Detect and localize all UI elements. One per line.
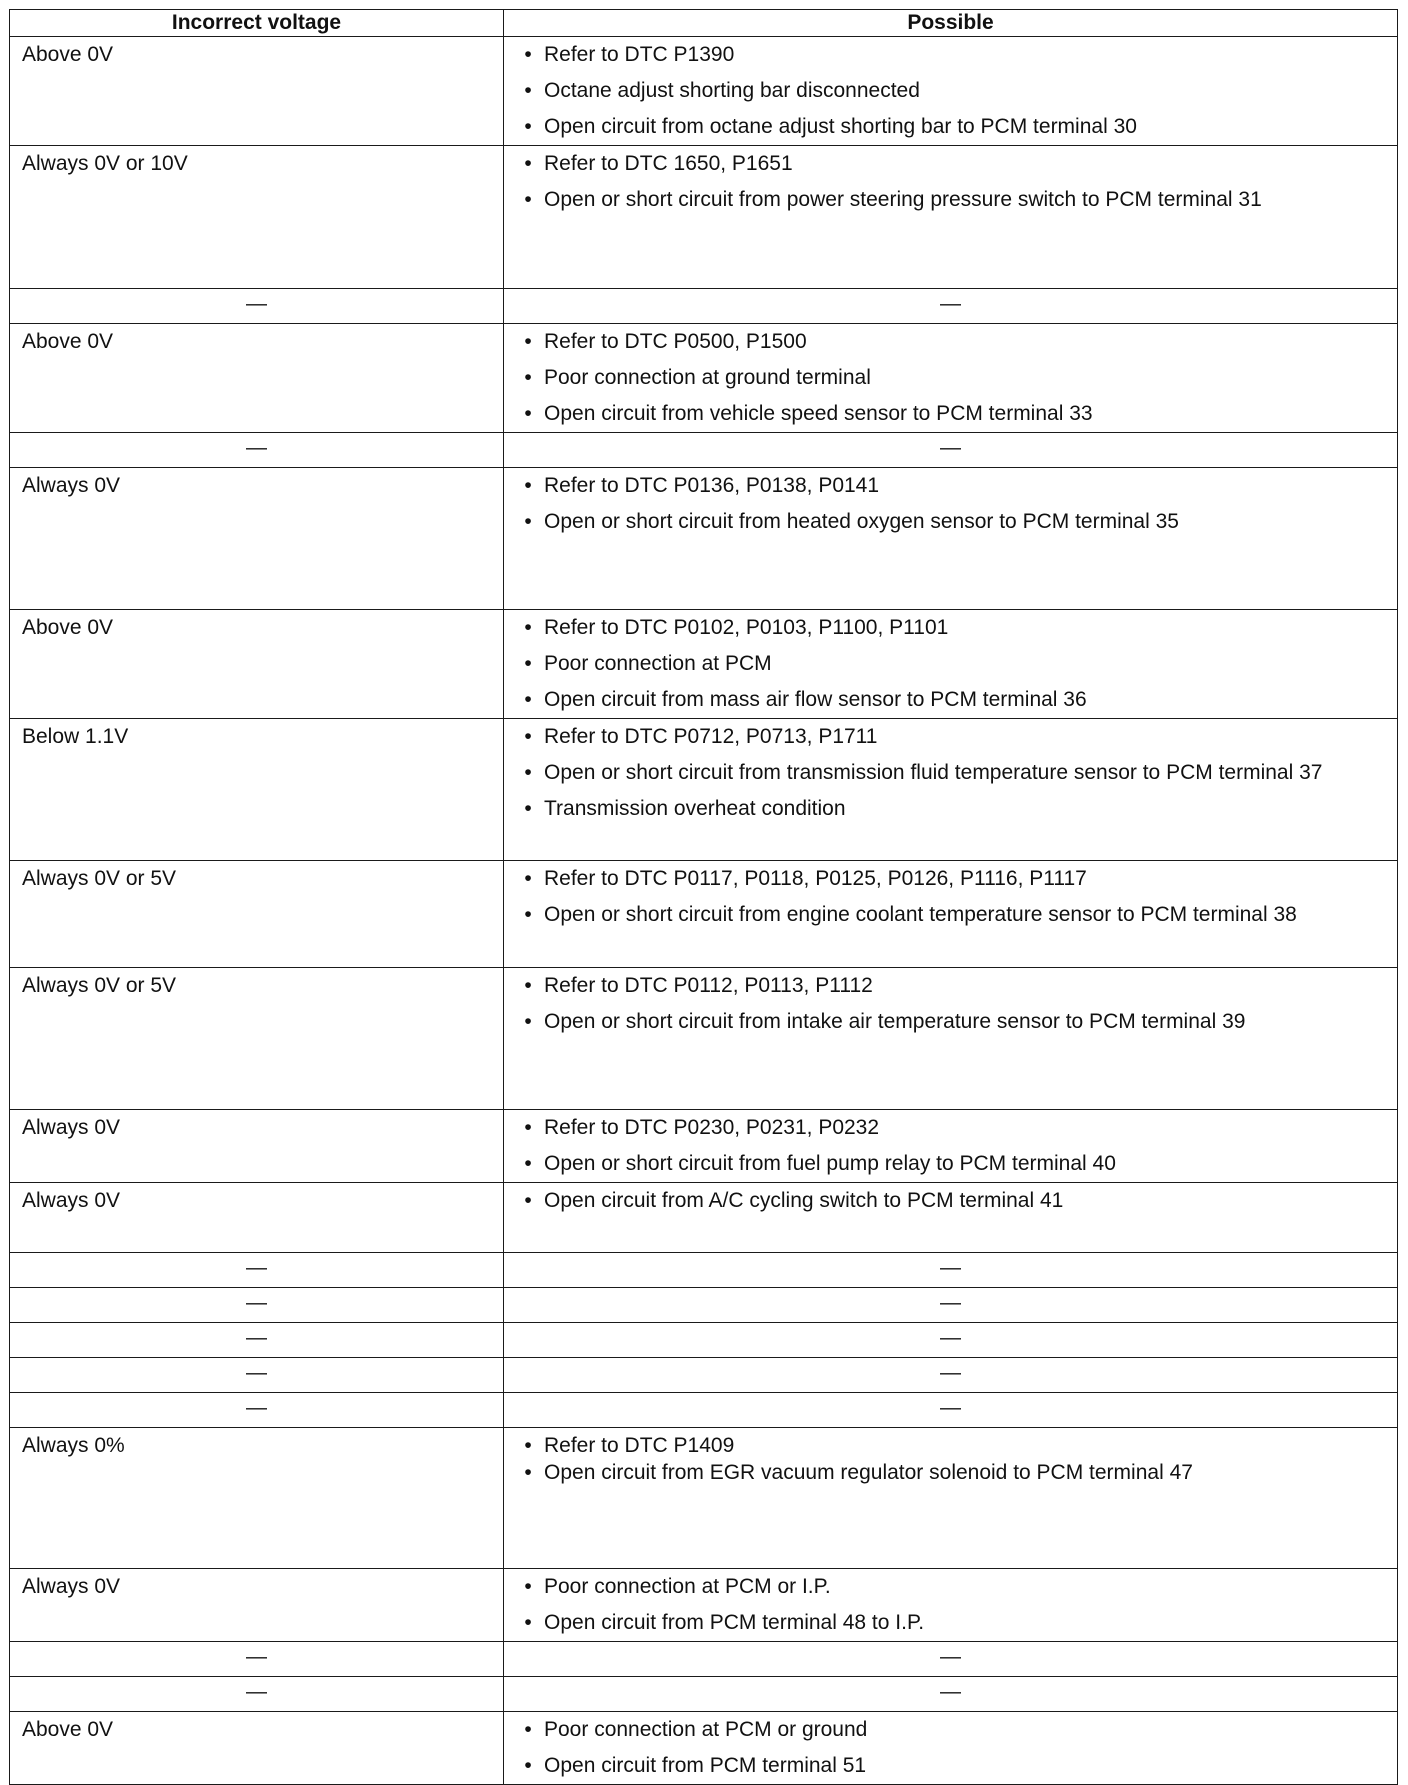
cause-text: Refer to DTC P1390: [544, 43, 735, 66]
bullet-icon: •: [524, 1611, 532, 1634]
cause-list: [518, 468, 1393, 540]
cause-text: Poor connection at ground terminal: [544, 366, 871, 389]
bullet-icon: •: [524, 1116, 532, 1139]
cause-item: [518, 682, 1393, 718]
table-row: [10, 1110, 1398, 1183]
cause-item: [518, 37, 1393, 73]
cause-list: [518, 1569, 1393, 1641]
cause-item: [518, 1569, 1393, 1605]
cause-item: [518, 1004, 1393, 1040]
diagnosis-sheet: [9, 9, 1397, 1785]
cause-item: [518, 719, 1393, 755]
possible-cause-cell: [504, 1183, 1398, 1253]
possible-cause-cell: [504, 468, 1398, 610]
voltage-cell: Always 0V: [10, 1569, 504, 1642]
possible-cause-cell: [504, 1110, 1398, 1183]
cause-text: Refer to DTC P1409: [544, 1434, 735, 1457]
possible-cause-cell: [504, 861, 1398, 968]
bullet-icon: •: [524, 974, 532, 997]
cause-list: [518, 146, 1393, 218]
cause-item: [518, 468, 1393, 504]
cause-list: [518, 968, 1393, 1040]
cause-text: Poor connection at PCM or ground: [544, 1718, 868, 1741]
cause-item: [518, 396, 1393, 432]
voltage-diagnosis-table: [9, 9, 1398, 1785]
table-row: [10, 468, 1398, 610]
bullet-icon: •: [524, 152, 532, 175]
table-row: [10, 1183, 1398, 1253]
cause-item: [518, 610, 1393, 646]
possible-cause-cell: [504, 37, 1398, 146]
cause-text: Open or short circuit from transmission fluid temperature sensor to PCM terminal 37: [544, 761, 1323, 784]
cause-item: [518, 861, 1393, 897]
voltage-cell: —: [10, 1677, 504, 1712]
table-header-row: [10, 10, 1398, 37]
cause-text: Open circuit from octane adjust shorting bar to PCM terminal 30: [544, 115, 1137, 138]
voltage-cell: —: [10, 289, 504, 324]
voltage-cell: Above 0V: [10, 324, 504, 433]
possible-cause-cell: —: [504, 1288, 1398, 1323]
possible-cause-cell: [504, 324, 1398, 433]
cause-list: [518, 861, 1393, 933]
cause-item: [518, 1605, 1393, 1641]
cause-text: Refer to DTC 1650, P1651: [544, 152, 793, 175]
table-row: [10, 719, 1398, 861]
bullet-icon: •: [524, 797, 532, 820]
table-row: [10, 610, 1398, 719]
cause-text: Transmission overheat condition: [544, 797, 846, 820]
voltage-cell: Always 0V or 5V: [10, 968, 504, 1110]
bullet-icon: •: [524, 79, 532, 102]
cause-text: Open or short circuit from fuel pump relay to PCM terminal 40: [544, 1152, 1116, 1175]
voltage-cell: —: [10, 433, 504, 468]
table-row: [10, 1393, 1398, 1428]
cause-item: [518, 897, 1393, 933]
cause-text: Open or short circuit from heated oxygen sensor to PCM terminal 35: [544, 510, 1179, 533]
voltage-cell: Always 0V: [10, 468, 504, 610]
bullet-icon: •: [524, 867, 532, 890]
bullet-icon: •: [524, 688, 532, 711]
possible-cause-cell: —: [504, 1253, 1398, 1288]
voltage-cell: Always 0V or 10V: [10, 146, 504, 289]
table-row: [10, 1712, 1398, 1785]
possible-cause-cell: [504, 1569, 1398, 1642]
cause-text: Open or short circuit from engine coolant temperature sensor to PCM terminal 38: [544, 903, 1297, 926]
table-row: [10, 968, 1398, 1110]
bullet-icon: •: [524, 43, 532, 66]
bullet-icon: •: [524, 652, 532, 675]
possible-cause-cell: —: [504, 1677, 1398, 1712]
cause-item: [518, 1712, 1393, 1748]
cause-text: Open circuit from PCM terminal 51: [544, 1754, 867, 1777]
table-row: [10, 433, 1398, 468]
possible-cause-cell: [504, 719, 1398, 861]
cause-text: Refer to DTC P0112, P0113, P1112: [544, 974, 873, 997]
bullet-icon: •: [524, 366, 532, 389]
bullet-icon: •: [524, 1010, 532, 1033]
bullet-icon: •: [524, 474, 532, 497]
voltage-cell: Above 0V: [10, 37, 504, 146]
cause-text: Poor connection at PCM or I.P.: [544, 1575, 831, 1598]
possible-cause-cell: —: [504, 1323, 1398, 1358]
voltage-cell: —: [10, 1642, 504, 1677]
cause-item: [518, 1110, 1393, 1146]
cause-item: [518, 1432, 1393, 1459]
possible-cause-cell: [504, 968, 1398, 1110]
voltage-cell: Always 0V: [10, 1110, 504, 1183]
bullet-icon: •: [524, 1152, 532, 1175]
voltage-cell: —: [10, 1358, 504, 1393]
cause-text: Poor connection at PCM: [544, 652, 772, 675]
cause-list: [518, 1432, 1393, 1486]
cause-list: [518, 719, 1393, 827]
table-row: [10, 146, 1398, 289]
possible-cause-cell: —: [504, 1642, 1398, 1677]
bullet-icon: •: [524, 725, 532, 748]
bullet-icon: •: [524, 188, 532, 211]
table-row: [10, 1569, 1398, 1642]
possible-cause-cell: [504, 1428, 1398, 1569]
cause-list: [518, 324, 1393, 432]
cause-list: [518, 1110, 1393, 1182]
bullet-icon: •: [524, 1754, 532, 1777]
possible-cause-cell: —: [504, 289, 1398, 324]
cause-item: [518, 1748, 1393, 1784]
bullet-icon: •: [524, 761, 532, 784]
table-row: [10, 1323, 1398, 1358]
possible-cause-cell: —: [504, 1393, 1398, 1428]
voltage-cell: —: [10, 1253, 504, 1288]
cause-item: [518, 755, 1393, 791]
cause-text: Refer to DTC P0136, P0138, P0141: [544, 474, 880, 497]
table-row: [10, 1677, 1398, 1712]
cause-text: Open circuit from mass air flow sensor to PCM terminal 36: [544, 688, 1087, 711]
possible-cause-cell: —: [504, 1358, 1398, 1393]
cause-item: [518, 646, 1393, 682]
cause-text: Refer to DTC P0102, P0103, P1100, P1101: [544, 616, 949, 639]
table-row: [10, 1358, 1398, 1393]
cause-list: [518, 1183, 1393, 1219]
bullet-icon: •: [524, 510, 532, 533]
header-possible-cause: Possible: [504, 10, 1398, 37]
table-row: [10, 37, 1398, 146]
cause-item: [518, 324, 1393, 360]
bullet-icon: •: [524, 616, 532, 639]
bullet-icon: •: [524, 1461, 532, 1484]
header-incorrect-voltage: Incorrect voltage: [10, 10, 504, 37]
cause-list: [518, 37, 1393, 145]
voltage-cell: Below 1.1V: [10, 719, 504, 861]
voltage-cell: —: [10, 1393, 504, 1428]
bullet-icon: •: [524, 1718, 532, 1741]
voltage-cell: —: [10, 1323, 504, 1358]
table-row: [10, 861, 1398, 968]
voltage-cell: Always 0V: [10, 1183, 504, 1253]
cause-item: [518, 968, 1393, 1004]
bullet-icon: •: [524, 1434, 532, 1457]
bullet-icon: •: [524, 1575, 532, 1598]
bullet-icon: •: [524, 115, 532, 138]
bullet-icon: •: [524, 402, 532, 425]
possible-cause-cell: —: [504, 433, 1398, 468]
bullet-icon: •: [524, 330, 532, 353]
cause-item: [518, 791, 1393, 827]
cause-list: [518, 1712, 1393, 1784]
table-row: [10, 1428, 1398, 1569]
cause-item: [518, 146, 1393, 182]
possible-cause-cell: [504, 146, 1398, 289]
cause-item: [518, 1146, 1393, 1182]
voltage-cell: Above 0V: [10, 610, 504, 719]
cause-text: Open or short circuit from intake air temperature sensor to PCM terminal 39: [544, 1010, 1246, 1033]
cause-text: Refer to DTC P0500, P1500: [544, 330, 807, 353]
voltage-cell: Above 0V: [10, 1712, 504, 1785]
cause-text: Refer to DTC P0117, P0118, P0125, P0126, P1116, P1117: [544, 867, 1087, 890]
voltage-cell: —: [10, 1288, 504, 1323]
cause-text: Open circuit from PCM terminal 48 to I.P.: [544, 1611, 925, 1634]
cause-item: [518, 1459, 1393, 1486]
table-row: [10, 324, 1398, 433]
voltage-cell: Always 0V or 5V: [10, 861, 504, 968]
cause-text: Open circuit from EGR vacuum regulator solenoid to PCM terminal 47: [544, 1461, 1193, 1484]
bullet-icon: •: [524, 1189, 532, 1212]
cause-item: [518, 1183, 1393, 1219]
cause-text: Octane adjust shorting bar disconnected: [544, 79, 920, 102]
possible-cause-cell: [504, 610, 1398, 719]
cause-text: Open circuit from A/C cycling switch to PCM terminal 41: [544, 1189, 1064, 1212]
cause-text: Open circuit from vehicle speed sensor to PCM terminal 33: [544, 402, 1093, 425]
cause-text: Refer to DTC P0230, P0231, P0232: [544, 1116, 880, 1139]
cause-item: [518, 109, 1393, 145]
cause-list: [518, 610, 1393, 718]
voltage-cell: Always 0%: [10, 1428, 504, 1569]
cause-text: Refer to DTC P0712, P0713, P1711: [544, 725, 878, 748]
table-row: [10, 1288, 1398, 1323]
table-row: [10, 1642, 1398, 1677]
possible-cause-cell: [504, 1712, 1398, 1785]
table-row: [10, 1253, 1398, 1288]
cause-item: [518, 182, 1393, 218]
cause-item: [518, 73, 1393, 109]
cause-text: Open or short circuit from power steering pressure switch to PCM terminal 31: [544, 188, 1262, 211]
cause-item: [518, 360, 1393, 396]
table-row: [10, 289, 1398, 324]
cause-item: [518, 504, 1393, 540]
bullet-icon: •: [524, 903, 532, 926]
